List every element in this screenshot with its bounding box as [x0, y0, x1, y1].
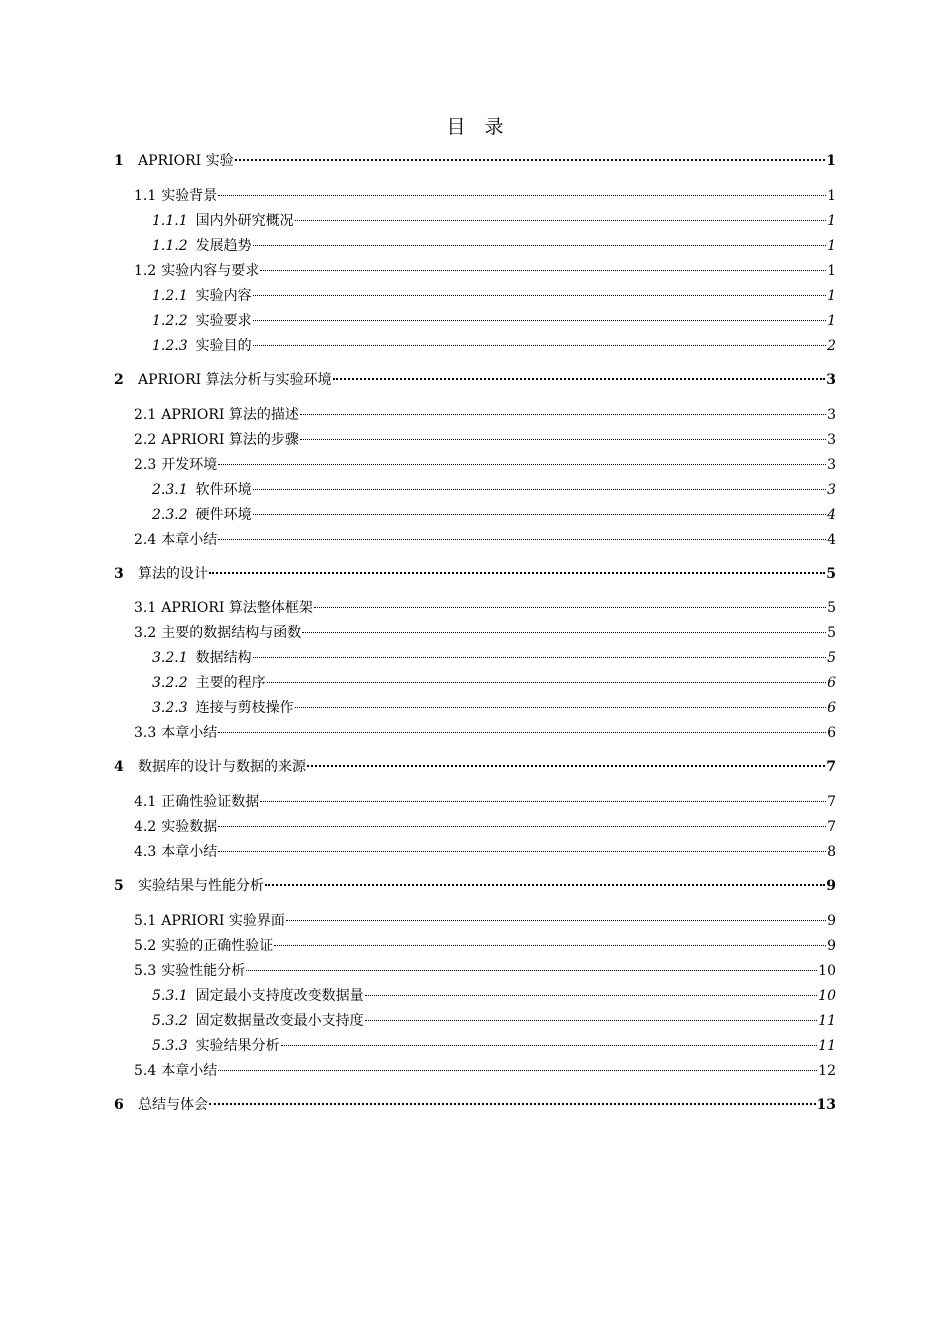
toc-entry-2-3[interactable]	[134, 455, 836, 475]
toc-entry-4-3[interactable]	[134, 842, 836, 862]
toc-entry-number: 1.1.2	[152, 238, 188, 254]
toc-dot-leader	[253, 345, 826, 346]
toc-entry-page: 3	[827, 407, 836, 423]
toc-entry-3[interactable]	[114, 564, 836, 584]
toc-entry-number: 4.2	[134, 819, 157, 835]
toc-dot-leader	[295, 707, 826, 708]
toc-entry-number: 5.3	[134, 963, 157, 979]
toc-entry-number: 1.2.3	[152, 338, 188, 354]
toc-entry-number: 2	[114, 372, 124, 388]
toc-entry-number: 4	[114, 759, 124, 775]
toc-entry-page: 12	[818, 1063, 836, 1079]
toc-entry-number: 5.3.3	[152, 1038, 188, 1054]
toc-entry-page: 1	[827, 213, 836, 229]
toc-entry-number: 1.2	[134, 263, 157, 279]
toc-dot-leader	[246, 970, 817, 971]
toc-entry-page: 5	[827, 600, 836, 616]
toc-entry-page: 3	[827, 432, 836, 448]
toc-entry-page: 3	[827, 482, 836, 498]
toc-entry-page: 3	[827, 457, 836, 473]
toc-entry-label: APRIORI 算法分析与实验环境	[138, 372, 332, 388]
toc-dot-leader	[235, 159, 826, 161]
toc-entry-4-1[interactable]	[134, 792, 836, 812]
toc-entry-page: 1	[827, 263, 836, 279]
toc-entry-label: 实验要求	[195, 313, 252, 329]
toc-dot-leader	[218, 464, 826, 465]
toc-entry-label: 数据结构	[195, 650, 252, 666]
toc-entry-page: 3	[826, 372, 836, 388]
toc-dot-leader	[286, 920, 826, 921]
toc-entry-number: 2.4	[134, 532, 157, 548]
toc-entry-3-3[interactable]	[134, 723, 836, 743]
toc-dot-leader	[267, 682, 826, 683]
toc-dot-leader	[218, 539, 826, 540]
toc-entry-number: 5	[114, 878, 124, 894]
toc-entry-label: 数据库的设计与数据的来源	[138, 759, 306, 775]
toc-entry-page: 8	[827, 844, 836, 860]
toc-entry-number: 2.1	[134, 407, 157, 423]
toc-entry-page: 6	[827, 675, 836, 691]
toc-entry-page: 1	[827, 188, 836, 204]
toc-entry-page: 10	[818, 963, 836, 979]
toc-dot-leader	[260, 801, 826, 802]
toc-entry-page: 11	[818, 1038, 836, 1054]
toc-dot-leader	[218, 1070, 817, 1071]
toc-dot-leader	[295, 220, 826, 221]
toc-entry-page: 11	[818, 1013, 836, 1029]
toc-dot-leader	[218, 195, 826, 196]
toc-entry-page: 5	[826, 566, 836, 582]
toc-entry-label: 实验内容	[195, 288, 252, 304]
toc-entry-1-2-3[interactable]	[152, 336, 836, 356]
toc-dot-leader	[307, 765, 825, 767]
toc-entry-number: 3	[114, 566, 124, 582]
toc-entry-number: 2.3.1	[152, 482, 188, 498]
toc-dot-leader	[281, 1045, 818, 1046]
toc-entry-page: 5	[827, 625, 836, 641]
toc-entry-5-1[interactable]	[134, 911, 836, 931]
toc-entry-page: 1	[827, 313, 836, 329]
toc-entry-number: 1.2.2	[152, 313, 188, 329]
toc-entry-label: 实验的正确性验证	[161, 938, 274, 954]
toc-entry-label: 本章小结	[161, 532, 218, 548]
toc-entry-label: 实验目的	[195, 338, 252, 354]
toc-dot-leader	[253, 514, 826, 515]
toc-dot-leader	[253, 320, 826, 321]
toc-entry-label: 实验结果分析	[195, 1038, 280, 1054]
toc-entry-label: 算法的设计	[138, 566, 208, 582]
toc-entry-label: 连接与剪枝操作	[195, 700, 294, 716]
toc-dot-leader	[253, 295, 826, 296]
toc-entry-number: 1.1.1	[152, 213, 188, 229]
toc-dot-leader	[300, 414, 826, 415]
toc-entry-page: 13	[816, 1097, 836, 1113]
toc-dot-leader	[314, 607, 826, 608]
toc-entry-6[interactable]	[114, 1095, 836, 1115]
toc-entry-label: 发展趋势	[195, 238, 252, 254]
toc-entry-2-2[interactable]	[134, 430, 836, 450]
toc-dot-leader	[218, 732, 826, 733]
toc-dot-leader	[365, 1020, 818, 1021]
toc-entry-label: 固定最小支持度改变数据量	[195, 988, 364, 1004]
toc-dot-leader	[253, 657, 826, 658]
toc-entry-label: 固定数据量改变最小支持度	[195, 1013, 364, 1029]
toc-entry-page: 6	[827, 700, 836, 716]
toc-entry-4-2[interactable]	[134, 817, 836, 837]
toc-entry-3-2-1[interactable]	[152, 648, 836, 668]
toc-entry-page: 7	[826, 759, 836, 775]
toc-entry-page: 4	[827, 532, 836, 548]
toc-entry-label: 实验背景	[161, 188, 218, 204]
toc-dot-leader	[253, 245, 826, 246]
toc-entry-5-3-2[interactable]	[152, 1011, 836, 1031]
toc-entry-page: 2	[827, 338, 836, 354]
toc-entry-page: 7	[827, 794, 836, 810]
toc-entry-number: 4.1	[134, 794, 157, 810]
toc-entry-2-4[interactable]	[134, 530, 836, 550]
toc-dot-leader	[365, 995, 818, 996]
toc-entry-3-2-3[interactable]	[152, 698, 836, 718]
toc-entry-label: 硬件环境	[195, 507, 252, 523]
toc-entry-label: APRIORI 算法的描述	[161, 407, 299, 423]
toc-entry-page: 1	[827, 238, 836, 254]
toc-entry-label: 本章小结	[161, 844, 218, 860]
toc-entry-page: 7	[827, 819, 836, 835]
toc-entry-label: 主要的程序	[195, 675, 266, 691]
toc-entry-5-3-3[interactable]	[152, 1036, 836, 1056]
toc-dot-leader	[218, 851, 826, 852]
toc-entry-label: APRIORI 实验	[138, 153, 234, 169]
toc-entry-5[interactable]	[114, 876, 836, 896]
toc-entry-1-1[interactable]	[134, 186, 836, 206]
toc-entry-number: 1.2.1	[152, 288, 188, 304]
toc-dot-leader	[209, 572, 825, 574]
toc-entry-1-1-1[interactable]	[152, 211, 836, 231]
toc-entry-page: 9	[827, 938, 836, 954]
toc-entry-page: 6	[827, 725, 836, 741]
toc-entry-number: 2.3	[134, 457, 157, 473]
toc-dot-leader	[265, 884, 825, 886]
toc-entry-number: 2.2	[134, 432, 157, 448]
toc-entry-1-2-1[interactable]	[152, 286, 836, 306]
toc-dot-leader	[209, 1103, 816, 1105]
toc-dot-leader	[218, 826, 826, 827]
toc-entry-page: 4	[827, 507, 836, 523]
toc-entry-page: 9	[827, 913, 836, 929]
toc-entry-number: 3.2	[134, 625, 157, 641]
toc-entry-3-1[interactable]	[134, 598, 836, 618]
toc-entry-2-3-2[interactable]	[152, 505, 836, 525]
toc-entry-number: 5.2	[134, 938, 157, 954]
toc-entry-page: 1	[827, 288, 836, 304]
toc-entry-4[interactable]	[114, 757, 836, 777]
toc-entry-number: 3.2.1	[152, 650, 188, 666]
toc-entry-5-3[interactable]	[134, 961, 836, 981]
toc-entry-label: 总结与体会	[138, 1097, 208, 1113]
toc-entry-label: 实验结果与性能分析	[138, 878, 264, 894]
toc-entry-label: 本章小结	[161, 725, 218, 741]
toc-entry-label: APRIORI 实验界面	[161, 913, 285, 929]
toc-entry-number: 5.4	[134, 1063, 157, 1079]
toc-entry-number: 3.1	[134, 600, 157, 616]
toc-entry-label: 软件环境	[195, 482, 252, 498]
toc-entry-3-2-2[interactable]	[152, 673, 836, 693]
toc-entry-number: 3.2.2	[152, 675, 188, 691]
toc-entry-label: APRIORI 算法的步骤	[161, 432, 299, 448]
toc-entry-label: 实验数据	[161, 819, 218, 835]
toc-entry-2[interactable]	[114, 370, 836, 390]
toc-entry-5-3-1[interactable]	[152, 986, 836, 1006]
toc-entry-number: 4.3	[134, 844, 157, 860]
toc-entry-label: 实验内容与要求	[161, 263, 260, 279]
toc-entry-page: 9	[826, 878, 836, 894]
toc-entry-number: 5.3.1	[152, 988, 188, 1004]
toc-entry-1[interactable]	[114, 151, 836, 171]
toc-entry-number: 1.1	[134, 188, 157, 204]
toc-entry-number: 5.3.2	[152, 1013, 188, 1029]
toc-entry-label: APRIORI 算法整体框架	[161, 600, 313, 616]
toc-entry-number: 1	[114, 153, 124, 169]
toc-entry-5-4[interactable]	[134, 1061, 836, 1081]
toc-entry-2-1[interactable]	[134, 405, 836, 425]
toc-title: 目 录	[446, 116, 504, 138]
toc-entry-number: 2.3.2	[152, 507, 188, 523]
toc-dot-leader	[300, 439, 826, 440]
toc-entry-page: 1	[826, 153, 836, 169]
toc-entry-1-2-2[interactable]	[152, 311, 836, 331]
toc-entry-label: 本章小结	[161, 1063, 218, 1079]
toc-dot-leader	[302, 632, 826, 633]
toc-dot-leader	[253, 489, 826, 490]
toc-entry-3-2[interactable]	[134, 623, 836, 643]
toc-entry-1-2[interactable]	[134, 261, 836, 281]
toc-entry-2-3-1[interactable]	[152, 480, 836, 500]
toc-entry-label: 主要的数据结构与函数	[161, 625, 302, 641]
toc-entry-label: 开发环境	[161, 457, 218, 473]
toc-entry-number: 3.2.3	[152, 700, 188, 716]
toc-entry-page: 5	[827, 650, 836, 666]
toc-entry-1-1-2[interactable]	[152, 236, 836, 256]
toc-dot-leader	[260, 270, 826, 271]
toc-dot-leader	[274, 945, 826, 946]
toc-entry-label: 正确性验证数据	[161, 794, 260, 810]
toc-entry-label: 国内外研究概况	[195, 213, 294, 229]
toc-entry-page: 10	[818, 988, 836, 1004]
toc-entry-number: 6	[114, 1097, 124, 1113]
toc-entry-5-2[interactable]	[134, 936, 836, 956]
toc-entry-number: 5.1	[134, 913, 157, 929]
toc-dot-leader	[333, 378, 826, 380]
toc-entry-number: 3.3	[134, 725, 157, 741]
toc-entry-label: 实验性能分析	[161, 963, 246, 979]
